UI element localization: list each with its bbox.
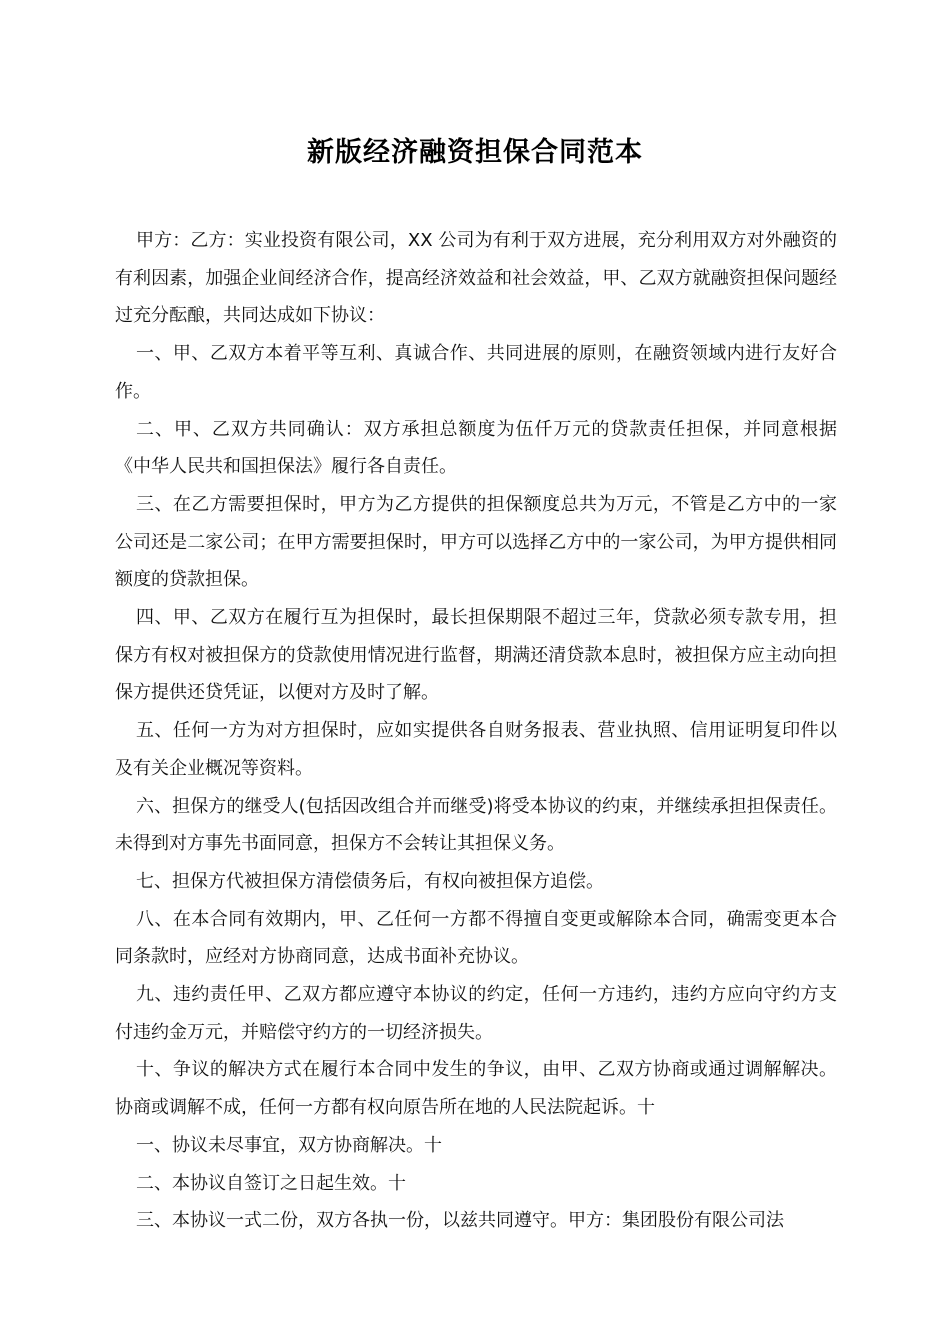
document-title: 新版经济融资担保合同范本 (307, 137, 643, 168)
paragraph-clause-5: 五、任何一方为对方担保时，应如实提供各自财务报表、营业执照、信用证明复印件以及有关企业概况等资料。 (115, 720, 837, 779)
paragraph-clause-12: 二、本协议自签订之日起生效。十 (136, 1172, 406, 1194)
paragraph-clause-6: 六、担保方的继受人(包括因改组合并而继受)将受本协议的约束，并继续承担担保责任。未得到对方事先书面同意，担保方不会转让其担保义务。 (115, 795, 837, 855)
paragraph-clause-13: 三、本协议一式二份，双方各执一份，以兹共同遵守。甲方：集团股份有限公司法 (136, 1210, 784, 1232)
paragraph-clause-3: 三、在乙方需要担保时，甲方为乙方提供的担保额度总共为万元，不管是乙方中的一家公司还是二家公司；在甲方需要担保时，甲方可以选择乙方中的一家公司，为甲方提供相同额度的贷款担保。 (115, 493, 837, 591)
paragraph-clause-11: 一、协议未尽事宜，双方协商解决。十 (136, 1134, 442, 1156)
paragraph-clause-4: 四、甲、乙双方在履行互为担保时，最长担保期限不超过三年，贷款必须专款专用，担保方有权对被担保方的贷款使用情况进行监督，期满还清贷款本息时，被担保方应主动向担保方提供还贷凭证，以便对方及时了解。 (115, 607, 837, 704)
paragraph-clause-8: 八、在本合同有效期内，甲、乙任何一方都不得擅自变更或解除本合同，确需变更本合同条款时，应经对方协商同意，达成书面补充协议。 (115, 908, 837, 968)
paragraph-clause-2: 二、甲、乙双方共同确认：双方承担总额度为伍仟万元的贷款责任担保，并同意根据《中华人民共和国担保法》履行各自责任。 (115, 418, 837, 478)
paragraph-clause-7: 七、担保方代被担保方清偿债务后，有权向被担保方追偿。 (136, 870, 604, 892)
paragraph-clause-10: 十、争议的解决方式在履行本合同中发生的争议，由甲、乙双方协商或通过调解解决。协商或调解不成，任何一方都有权向原告所在地的人民法院起诉。十 (115, 1059, 837, 1119)
document-body (115, 222, 837, 1240)
paragraph-clause-9: 九、违约责任甲、乙双方都应遵守本协议的约定，任何一方违约，违约方应向守约方支付违约金万元，并赔偿守约方的一切经济损失。 (115, 984, 837, 1043)
paragraph-clause-1: 一、甲、乙双方本着平等互利、真诚合作、共同进展的原则，在融资领域内进行友好合作。 (115, 343, 837, 402)
paragraph-preamble: 甲方：乙方：实业投资有限公司，XX 公司为有利于双方进展，充分利用双方对外融资的有利因素，加强企业间经济合作，提高经济效益和社会效益，甲、乙双方就融资担保问题经过充分酝酿，共同达成如下协议： (115, 230, 837, 327)
